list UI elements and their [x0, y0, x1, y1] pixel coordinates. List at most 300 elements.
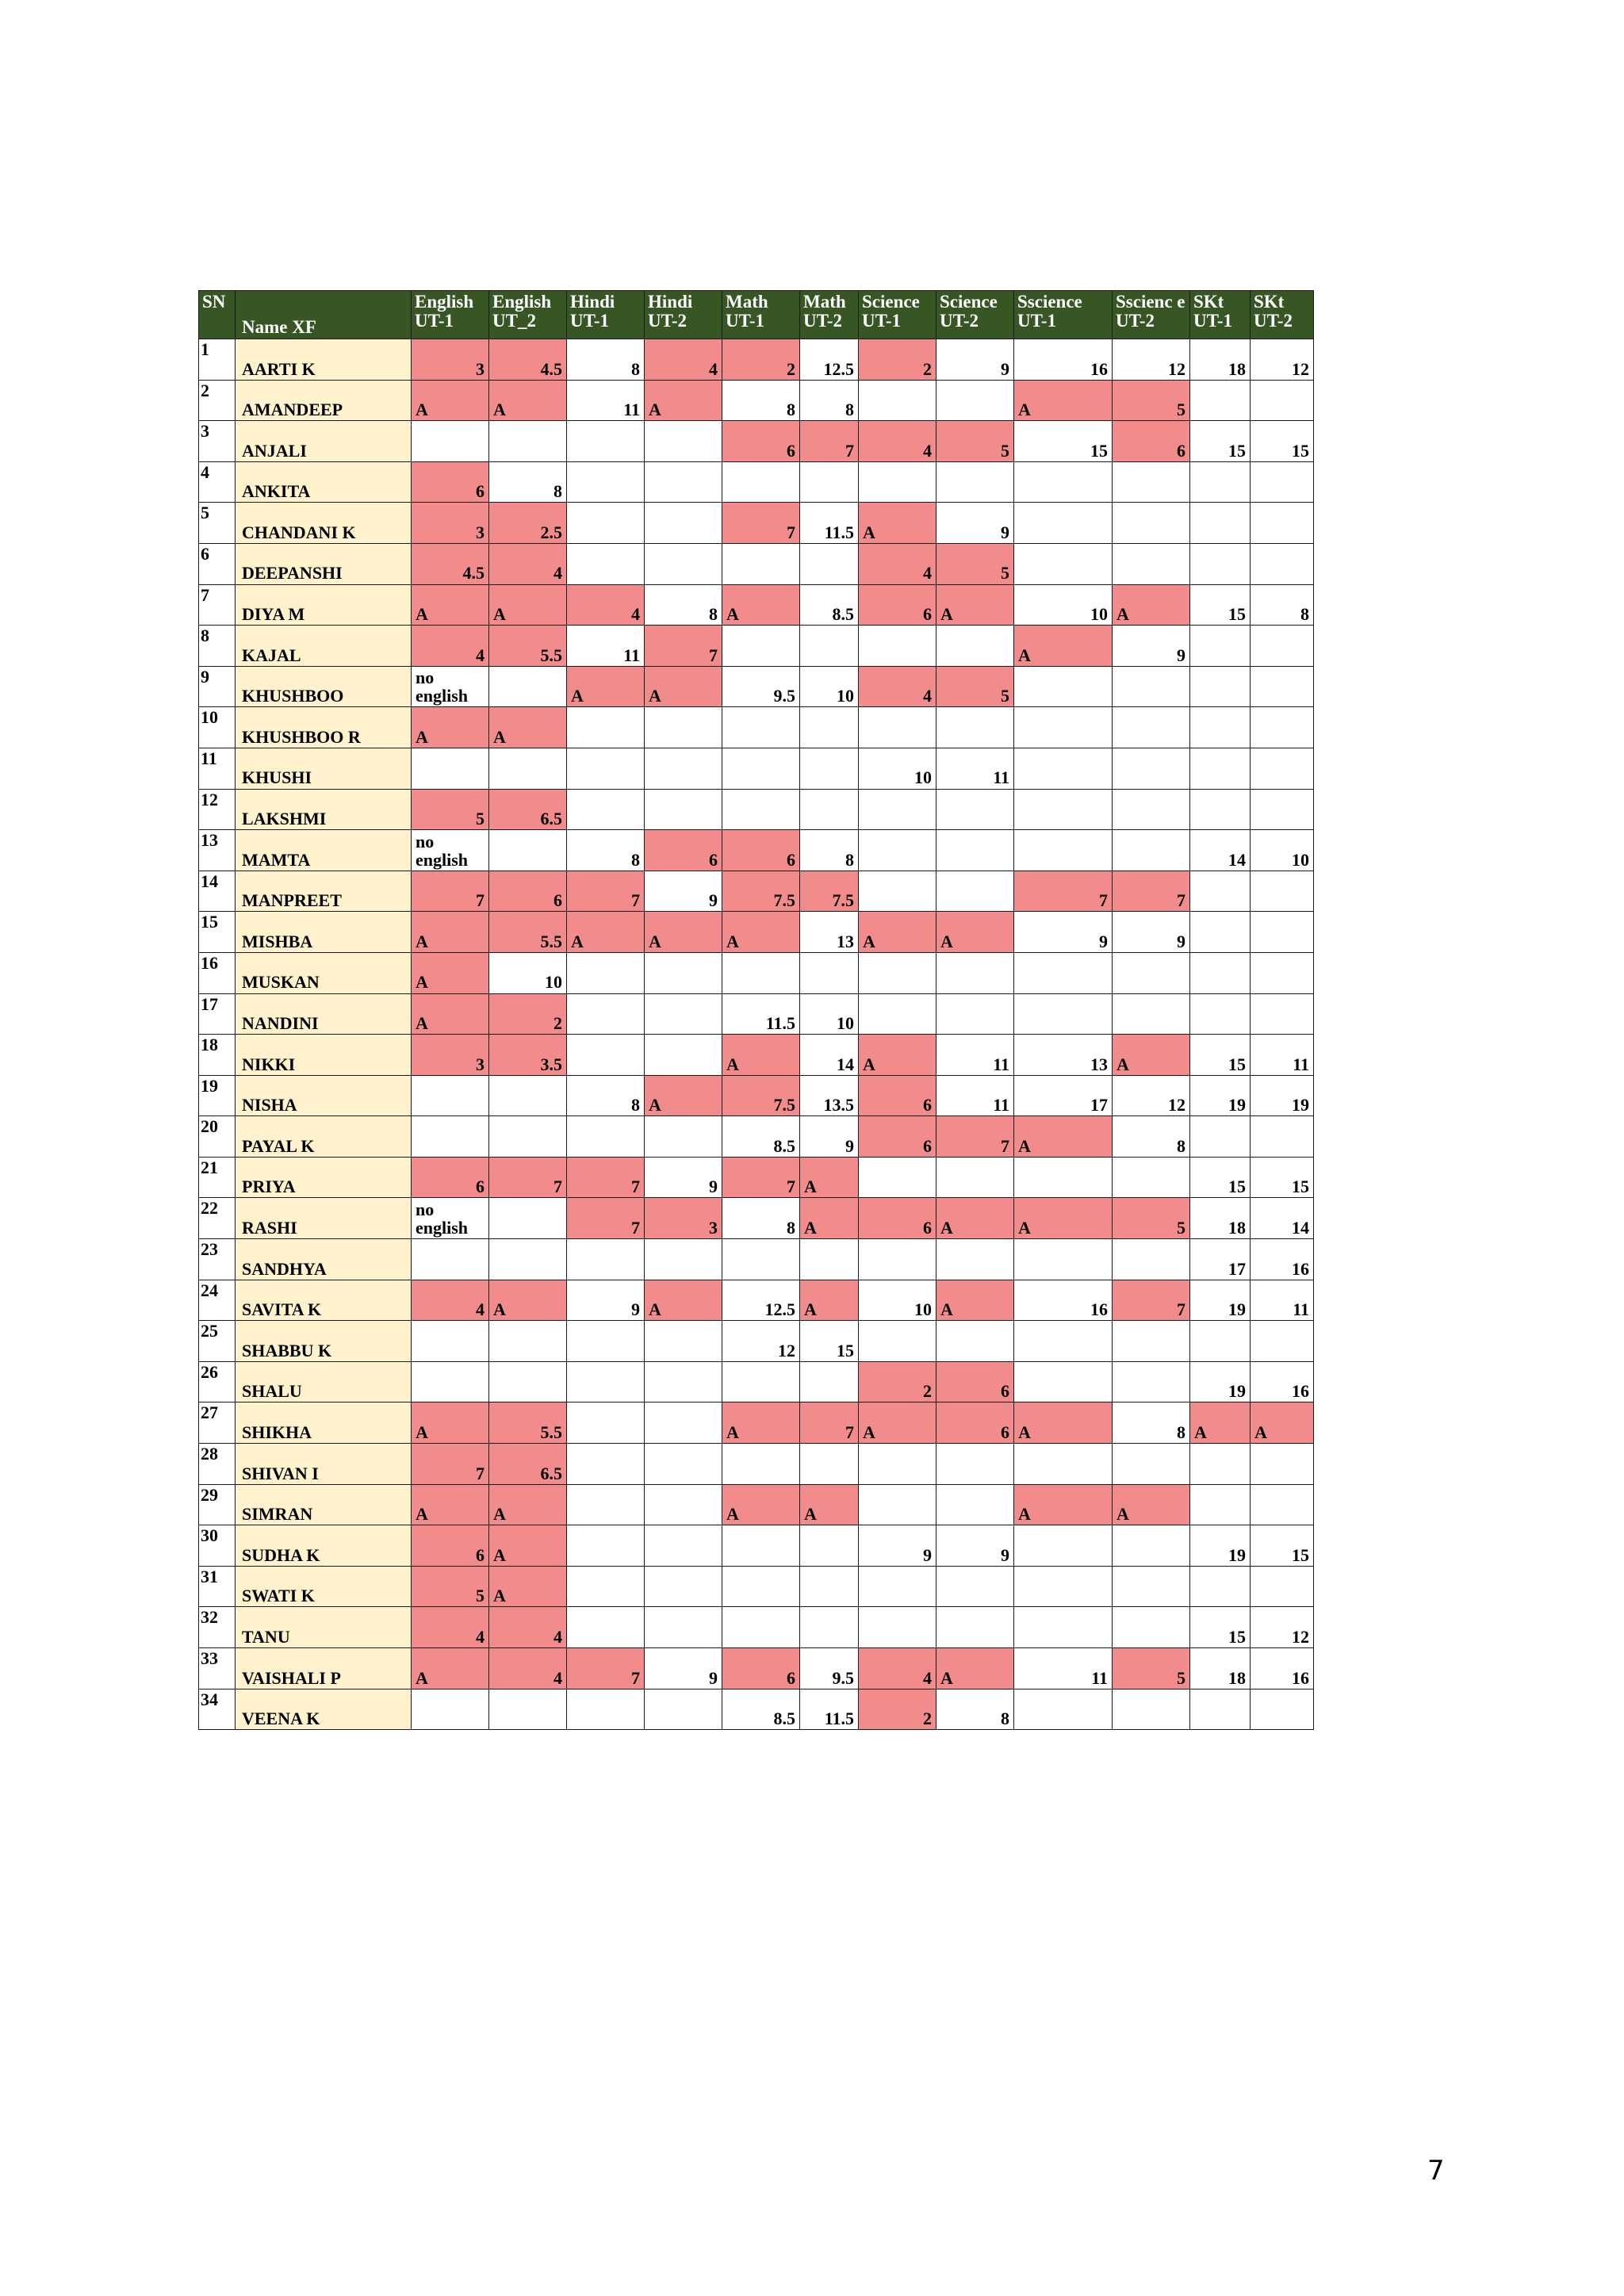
student-name-cell: SHALU [236, 1361, 412, 1402]
score-cell [936, 1321, 1014, 1362]
score-cell: A [1190, 1402, 1251, 1444]
score-cell: A [859, 1402, 936, 1444]
serial-number-cell: 6 [199, 543, 236, 584]
score-cell: 4 [859, 421, 936, 462]
score-cell [1251, 912, 1314, 953]
serial-number-cell: 8 [199, 626, 236, 667]
table-row [199, 1280, 1314, 1321]
score-cell: 15 [800, 1321, 859, 1362]
score-cell: 8 [567, 339, 645, 381]
student-name-cell: CHANDANI K [236, 503, 412, 544]
student-name-cell: NIKKI [236, 1035, 412, 1076]
score-cell [936, 1157, 1014, 1198]
score-cell [489, 1361, 567, 1402]
score-cell: 17 [1014, 1075, 1113, 1116]
student-name-cell: SHIVAN I [236, 1444, 412, 1485]
score-cell: A [722, 1402, 800, 1444]
score-cell [1251, 952, 1314, 993]
serial-number-cell: 30 [199, 1525, 236, 1567]
score-cell: A [1014, 380, 1113, 421]
score-cell: A [412, 912, 489, 953]
serial-number-cell: 16 [199, 952, 236, 993]
page-number: 7 [1427, 2155, 1445, 2187]
score-cell: 4 [489, 1607, 567, 1648]
score-cell [936, 830, 1014, 871]
score-cell [1014, 1607, 1113, 1648]
score-cell [1190, 748, 1251, 789]
score-cell [645, 543, 722, 584]
score-cell [567, 1361, 645, 1402]
score-cell: 4.5 [489, 339, 567, 381]
score-cell [1251, 380, 1314, 421]
table-row [199, 1035, 1314, 1076]
score-cell [645, 503, 722, 544]
student-name-cell: SANDHYA [236, 1239, 412, 1280]
score-cell [1113, 503, 1190, 544]
score-cell: 10 [859, 1280, 936, 1321]
student-name-cell: SWATI K [236, 1566, 412, 1607]
score-cell: 3.5 [489, 1035, 567, 1076]
score-cell: 10 [800, 666, 859, 707]
table-row [199, 993, 1314, 1035]
score-cell [567, 1035, 645, 1076]
score-cell: 9 [645, 1157, 722, 1198]
score-cell [1113, 952, 1190, 993]
score-cell [1251, 461, 1314, 503]
student-name-cell: KAJAL [236, 626, 412, 667]
score-cell [800, 461, 859, 503]
score-cell: 13 [1014, 1035, 1113, 1076]
score-cell: 7 [567, 871, 645, 912]
score-cell [645, 1402, 722, 1444]
score-cell [1113, 1566, 1190, 1607]
score-cell: A [859, 503, 936, 544]
serial-number-cell: 9 [199, 666, 236, 707]
score-cell: 5 [1113, 1648, 1190, 1689]
score-cell: A [936, 584, 1014, 626]
score-cell: 6 [936, 1361, 1014, 1402]
score-cell: A [1014, 626, 1113, 667]
score-cell [489, 1321, 567, 1362]
score-cell: A [489, 1566, 567, 1607]
score-cell: A [489, 1484, 567, 1525]
score-cell [645, 461, 722, 503]
serial-number-cell: 12 [199, 789, 236, 830]
score-cell: A [412, 1402, 489, 1444]
score-cell: 6 [859, 584, 936, 626]
score-cell: 7 [645, 626, 722, 667]
score-cell [645, 1689, 722, 1730]
score-cell: 8 [800, 830, 859, 871]
score-cell [722, 461, 800, 503]
score-cell: 4 [412, 626, 489, 667]
score-cell [936, 1566, 1014, 1607]
serial-number-cell: 34 [199, 1689, 236, 1730]
student-name-cell: RASHI [236, 1198, 412, 1239]
column-header: Sscienc e UT-2 [1113, 291, 1190, 339]
student-name-cell: SHABBU K [236, 1321, 412, 1362]
score-cell [645, 1444, 722, 1485]
column-header: Science UT-2 [936, 291, 1014, 339]
score-cell [1251, 1566, 1314, 1607]
score-cell: 7 [800, 1402, 859, 1444]
score-cell: 6 [412, 1525, 489, 1567]
score-cell: 11 [1251, 1035, 1314, 1076]
score-cell: 2 [489, 993, 567, 1035]
score-cell: A [859, 1035, 936, 1076]
score-cell: 6 [722, 1648, 800, 1689]
serial-number-cell: 19 [199, 1075, 236, 1116]
score-cell [1251, 666, 1314, 707]
serial-number-cell: 17 [199, 993, 236, 1035]
score-cell [1113, 1361, 1190, 1402]
score-cell [800, 748, 859, 789]
score-cell: 8 [722, 380, 800, 421]
score-cell: 2 [722, 339, 800, 381]
score-cell: 12 [1251, 339, 1314, 381]
score-cell [645, 748, 722, 789]
column-header: English UT_2 [489, 291, 567, 339]
score-cell: 9.5 [722, 666, 800, 707]
score-cell: A [1014, 1116, 1113, 1158]
score-cell [567, 1607, 645, 1648]
score-cell: 18 [1190, 339, 1251, 381]
score-cell: 11 [936, 1035, 1014, 1076]
score-cell: 3 [412, 339, 489, 381]
score-cell [1190, 380, 1251, 421]
score-cell: A [412, 707, 489, 748]
score-cell: 12 [1113, 1075, 1190, 1116]
score-cell: 10 [1251, 830, 1314, 871]
score-cell: 9 [645, 871, 722, 912]
score-cell: 9 [936, 339, 1014, 381]
score-cell [1190, 1321, 1251, 1362]
score-cell: A [489, 584, 567, 626]
student-name-cell: NANDINI [236, 993, 412, 1035]
score-cell [859, 380, 936, 421]
score-cell [800, 1444, 859, 1485]
score-cell: 7 [722, 503, 800, 544]
column-header: English UT-1 [412, 291, 489, 339]
score-cell [1113, 1157, 1190, 1198]
score-cell: 8.5 [722, 1689, 800, 1730]
column-header: SKt UT-1 [1190, 291, 1251, 339]
student-name-cell: SAVITA K [236, 1280, 412, 1321]
student-name-cell: ANKITA [236, 461, 412, 503]
score-cell: 11.5 [800, 503, 859, 544]
serial-number-cell: 27 [199, 1402, 236, 1444]
score-cell: 8 [1251, 584, 1314, 626]
score-cell [722, 952, 800, 993]
score-cell [1014, 707, 1113, 748]
table-row [199, 748, 1314, 789]
score-cell: 9 [859, 1525, 936, 1567]
score-cell [936, 1607, 1014, 1648]
score-cell [1251, 748, 1314, 789]
score-cell [722, 1239, 800, 1280]
score-cell [645, 1116, 722, 1158]
score-cell: 9.5 [800, 1648, 859, 1689]
table-row [199, 1484, 1314, 1525]
score-cell: 11 [936, 1075, 1014, 1116]
score-cell [567, 1566, 645, 1607]
table-row [199, 1444, 1314, 1485]
score-cell: A [489, 1525, 567, 1567]
score-cell [936, 380, 1014, 421]
score-cell: 16 [1251, 1239, 1314, 1280]
score-cell [859, 626, 936, 667]
table-row [199, 1361, 1314, 1402]
student-name-cell: MUSKAN [236, 952, 412, 993]
table-row [199, 666, 1314, 707]
table-row [199, 1198, 1314, 1239]
score-cell: 19 [1251, 1075, 1314, 1116]
score-cell [1190, 1566, 1251, 1607]
score-cell: 7.5 [800, 871, 859, 912]
score-cell: 7 [489, 1157, 567, 1198]
score-cell [567, 1525, 645, 1567]
table-row [199, 461, 1314, 503]
score-cell [1113, 666, 1190, 707]
score-cell: 7 [412, 1444, 489, 1485]
score-cell [1190, 993, 1251, 1035]
score-cell [1251, 1444, 1314, 1485]
score-cell [412, 748, 489, 789]
score-cell [1113, 830, 1190, 871]
score-cell [1014, 503, 1113, 544]
score-cell [489, 1075, 567, 1116]
score-cell [1113, 1321, 1190, 1362]
score-cell: 15 [1190, 1157, 1251, 1198]
score-cell [1014, 789, 1113, 830]
column-header: Hindi UT-1 [567, 291, 645, 339]
serial-number-cell: 28 [199, 1444, 236, 1485]
score-cell: 15 [1014, 421, 1113, 462]
score-cell [567, 1444, 645, 1485]
score-cell [645, 993, 722, 1035]
score-cell: 19 [1190, 1525, 1251, 1567]
score-cell: 10 [489, 952, 567, 993]
score-cell [936, 626, 1014, 667]
score-cell: A [859, 912, 936, 953]
score-cell [859, 1444, 936, 1485]
score-cell: 6 [859, 1075, 936, 1116]
score-cell: 10 [859, 748, 936, 789]
serial-number-cell: 20 [199, 1116, 236, 1158]
score-cell [859, 461, 936, 503]
score-cell: 12.5 [722, 1280, 800, 1321]
score-cell: A [936, 912, 1014, 953]
score-cell [645, 789, 722, 830]
score-cell [1113, 707, 1190, 748]
score-cell [936, 1239, 1014, 1280]
table-row [199, 421, 1314, 462]
score-cell [1014, 543, 1113, 584]
score-cell [859, 1157, 936, 1198]
score-cell [1251, 993, 1314, 1035]
table-body [199, 339, 1314, 1730]
score-cell: A [412, 993, 489, 1035]
score-cell [936, 871, 1014, 912]
score-cell [1251, 543, 1314, 584]
score-cell: 11 [567, 626, 645, 667]
score-cell [412, 1116, 489, 1158]
score-cell [567, 1239, 645, 1280]
score-cell: A [1014, 1484, 1113, 1525]
score-cell [567, 1484, 645, 1525]
score-cell: 6.5 [489, 789, 567, 830]
score-cell [489, 1116, 567, 1158]
score-cell [1190, 871, 1251, 912]
score-cell: 9 [645, 1648, 722, 1689]
student-name-cell: DIYA M [236, 584, 412, 626]
score-cell: 9 [936, 1525, 1014, 1567]
student-name-cell: LAKSHMI [236, 789, 412, 830]
score-cell: A [645, 912, 722, 953]
score-cell [1251, 626, 1314, 667]
score-cell [567, 952, 645, 993]
score-cell [936, 789, 1014, 830]
student-name-cell: ANJALI [236, 421, 412, 462]
score-cell [800, 952, 859, 993]
serial-number-cell: 29 [199, 1484, 236, 1525]
score-cell [645, 1566, 722, 1607]
score-cell [1251, 1689, 1314, 1730]
serial-number-cell: 7 [199, 584, 236, 626]
score-cell: 19 [1190, 1361, 1251, 1402]
score-cell [567, 748, 645, 789]
score-cell [1014, 830, 1113, 871]
score-cell: 6 [645, 830, 722, 871]
score-cell: A [936, 1280, 1014, 1321]
score-cell [1014, 1239, 1113, 1280]
student-name-cell: KHUSHI [236, 748, 412, 789]
score-cell [1251, 1116, 1314, 1158]
score-cell: 6 [936, 1402, 1014, 1444]
score-cell [722, 748, 800, 789]
score-cell: 5 [936, 543, 1014, 584]
score-cell: 2.5 [489, 503, 567, 544]
score-cell: 7 [1014, 871, 1113, 912]
score-cell: 7.5 [722, 871, 800, 912]
score-cell [859, 830, 936, 871]
score-cell [1190, 789, 1251, 830]
student-name-cell: MANPREET [236, 871, 412, 912]
score-cell: A [645, 380, 722, 421]
score-cell [859, 1566, 936, 1607]
score-cell [722, 1566, 800, 1607]
score-cell [1190, 952, 1251, 993]
table-row [199, 1116, 1314, 1158]
score-cell: A [800, 1280, 859, 1321]
score-cell [412, 1361, 489, 1402]
score-cell [1113, 543, 1190, 584]
score-cell [1113, 1607, 1190, 1648]
serial-number-cell: 22 [199, 1198, 236, 1239]
score-cell: A [800, 1484, 859, 1525]
student-name-cell: TANU [236, 1607, 412, 1648]
score-cell: 4 [489, 543, 567, 584]
score-cell: 5 [1113, 1198, 1190, 1239]
score-cell: 7 [800, 421, 859, 462]
student-name-cell: VAISHALI P [236, 1648, 412, 1689]
score-cell: A [1113, 584, 1190, 626]
score-cell [1190, 666, 1251, 707]
score-cell: 11 [1251, 1280, 1314, 1321]
score-cell: 6 [722, 421, 800, 462]
score-cell [1014, 1361, 1113, 1402]
table-row [199, 1075, 1314, 1116]
student-name-cell: DEEPANSHI [236, 543, 412, 584]
score-cell: 6 [489, 871, 567, 912]
score-cell [1014, 1689, 1113, 1730]
score-cell [1113, 748, 1190, 789]
score-cell: A [936, 1198, 1014, 1239]
serial-number-cell: 32 [199, 1607, 236, 1648]
score-cell [1014, 1566, 1113, 1607]
header-row [199, 291, 1314, 339]
score-cell: 8 [722, 1198, 800, 1239]
table-row [199, 1525, 1314, 1567]
score-cell: 18 [1190, 1198, 1251, 1239]
score-cell [936, 993, 1014, 1035]
student-name-cell: MISHBA [236, 912, 412, 953]
score-cell: 7 [936, 1116, 1014, 1158]
score-cell [1190, 707, 1251, 748]
score-cell: 15 [1190, 584, 1251, 626]
score-cell: 8.5 [800, 584, 859, 626]
score-cell: 4 [645, 339, 722, 381]
score-cell [800, 626, 859, 667]
score-cell: 8 [1113, 1402, 1190, 1444]
score-cell [645, 1239, 722, 1280]
score-cell: 4 [859, 543, 936, 584]
score-cell: A [645, 1075, 722, 1116]
score-cell: 6 [412, 1157, 489, 1198]
score-cell: A [645, 666, 722, 707]
score-cell: A [567, 912, 645, 953]
score-cell: 15 [1251, 1525, 1314, 1567]
column-header: Math UT-2 [800, 291, 859, 339]
serial-number-cell: 26 [199, 1361, 236, 1402]
score-cell [489, 666, 567, 707]
score-cell: 12 [722, 1321, 800, 1362]
serial-number-cell: 21 [199, 1157, 236, 1198]
serial-number-cell: 14 [199, 871, 236, 912]
score-cell: A [722, 584, 800, 626]
score-cell [645, 1607, 722, 1648]
score-cell: 17 [1190, 1239, 1251, 1280]
score-cell: 13.5 [800, 1075, 859, 1116]
score-cell: 16 [1014, 1280, 1113, 1321]
score-cell: 9 [936, 503, 1014, 544]
score-cell [936, 707, 1014, 748]
serial-number-cell: 2 [199, 380, 236, 421]
score-cell: 13 [800, 912, 859, 953]
score-cell: A [936, 1648, 1014, 1689]
score-cell: A [489, 707, 567, 748]
score-cell: 14 [800, 1035, 859, 1076]
column-header: Sscience UT-1 [1014, 291, 1113, 339]
score-cell: 15 [1251, 1157, 1314, 1198]
score-cell [645, 1321, 722, 1362]
serial-number-cell: 33 [199, 1648, 236, 1689]
score-cell: A [567, 666, 645, 707]
table-row [199, 789, 1314, 830]
score-cell: no english [412, 1198, 489, 1239]
score-cell [722, 789, 800, 830]
score-cell [1251, 503, 1314, 544]
